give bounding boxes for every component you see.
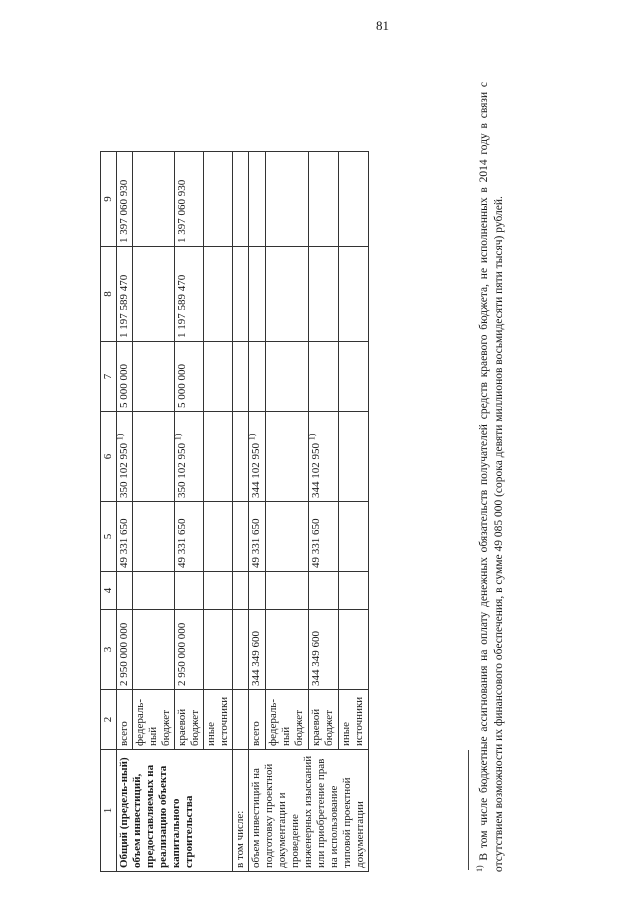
value-cell [338, 412, 368, 502]
rotated-content [100, 82, 505, 872]
source-cell: федераль-ный бюджет [133, 690, 175, 750]
col-header: 7 [101, 342, 117, 412]
value-cell [175, 572, 204, 610]
value-cell [249, 152, 266, 247]
value-cell [204, 342, 233, 412]
value-cell [233, 572, 249, 610]
value-cell [133, 342, 175, 412]
source-cell: всего [249, 690, 266, 750]
col-header: 8 [101, 247, 117, 342]
table-row [117, 152, 133, 872]
value-cell: 2 950 000 000 [175, 610, 204, 690]
col-header: 3 [101, 610, 117, 690]
value-cell [117, 572, 133, 610]
value-cell: 49 331 650 [249, 502, 266, 572]
value-cell [265, 610, 308, 690]
value-cell: 344 102 950 $^{1)}$ [308, 412, 338, 502]
value-cell: 49 331 650 [117, 502, 133, 572]
value-cell: 350 102 950 $^{1)}$ [117, 412, 133, 502]
footnote-separator [468, 750, 469, 870]
value-cell: 1 397 060 930 [175, 152, 204, 247]
value-cell [204, 412, 233, 502]
footnote-mark: 1) [115, 433, 125, 441]
value-cell: 350 102 950 $^{1)}$ [175, 412, 204, 502]
value-cell [265, 152, 308, 247]
value-cell [265, 412, 308, 502]
value-cell [204, 572, 233, 610]
source-cell: краевой бюджет [175, 690, 204, 750]
value-cell [133, 412, 175, 502]
source-cell: иные источники [204, 690, 233, 750]
value-cell: 2 950 000 000 [117, 610, 133, 690]
value-cell [265, 247, 308, 342]
value-cell: 344 102 950 $^{1)}$ [249, 412, 266, 502]
value-cell [249, 247, 266, 342]
value-cell: 344 349 600 [249, 610, 266, 690]
value-cell [204, 502, 233, 572]
value-cell [308, 152, 338, 247]
value-cell: 5 000 000 [175, 342, 204, 412]
value-cell [265, 572, 308, 610]
value-cell [308, 572, 338, 610]
col-header: 1 [101, 750, 117, 872]
value-cell: 1 197 589 470 [117, 247, 133, 342]
value-cell [265, 342, 308, 412]
value-cell [249, 572, 266, 610]
value-cell [308, 342, 338, 412]
value-cell [338, 247, 368, 342]
value-cell: 1 397 060 930 [117, 152, 133, 247]
value-cell [133, 247, 175, 342]
investment-table [100, 151, 369, 872]
value-cell: 344 349 600 [308, 610, 338, 690]
value-cell [233, 342, 249, 412]
row-label-design: объем инвестиций на подготовку проектной документации и проведение инженерных изысканий или приобретение прав на использование типовой проектной документации [249, 750, 369, 872]
value-cell [338, 572, 368, 610]
col-header: 2 [101, 690, 117, 750]
table-row [233, 152, 249, 872]
footnote-mark: 1) [247, 433, 257, 441]
value-cell [338, 502, 368, 572]
col-header: 9 [101, 152, 117, 247]
value-cell [233, 610, 249, 690]
row-label-total: Общий (предель-ный) объем инвестиций, предоставляемых на реализацию объекта капитального строительства [117, 750, 233, 872]
value-cell [204, 247, 233, 342]
value-cell [338, 152, 368, 247]
table-row [249, 152, 266, 872]
source-cell: всего [117, 690, 133, 750]
col-header: 6 [101, 412, 117, 502]
footnote-mark: 1) [475, 865, 485, 872]
value-cell [233, 690, 249, 750]
value-cell [338, 610, 368, 690]
value-cell [233, 152, 249, 247]
value-cell [133, 502, 175, 572]
source-cell: федераль-ный бюджет [265, 690, 308, 750]
value-cell [133, 152, 175, 247]
value-cell [133, 610, 175, 690]
source-cell: краевой бюджет [308, 690, 338, 750]
value-cell: 49 331 650 [175, 502, 204, 572]
value-cell [233, 412, 249, 502]
col-header: 5 [101, 502, 117, 572]
footnote-text: В том числе бюджетные ассигнования на оплату денежных обязательств получателей средств краевого бюджета, не исполненных в 2014 году в связи с отсутствием возможности их финансового обеспечения, в сумме 49 085 000 (сорока девяти миллионов восьмидесяти пяти тысяч) рублей. [478, 82, 505, 872]
source-cell: иные источники [338, 690, 368, 750]
footnote-mark: 1) [307, 433, 317, 441]
value-cell: 49 331 650 [308, 502, 338, 572]
value-cell [249, 342, 266, 412]
value-cell [204, 152, 233, 247]
value-cell [233, 247, 249, 342]
value-cell: 5 000 000 [117, 342, 133, 412]
footnote-mark: 1) [173, 433, 183, 441]
header-row [101, 152, 117, 872]
col-header: 4 [101, 572, 117, 610]
value-cell [233, 502, 249, 572]
value-cell [265, 502, 308, 572]
value-cell [204, 610, 233, 690]
subheading-cell: в том числе: [233, 750, 249, 872]
value-cell [133, 572, 175, 610]
value-cell: 1 197 589 470 [175, 247, 204, 342]
value-cell [308, 247, 338, 342]
value-cell [338, 342, 368, 412]
footnote [477, 82, 507, 872]
page-number: 81 [376, 18, 389, 33]
